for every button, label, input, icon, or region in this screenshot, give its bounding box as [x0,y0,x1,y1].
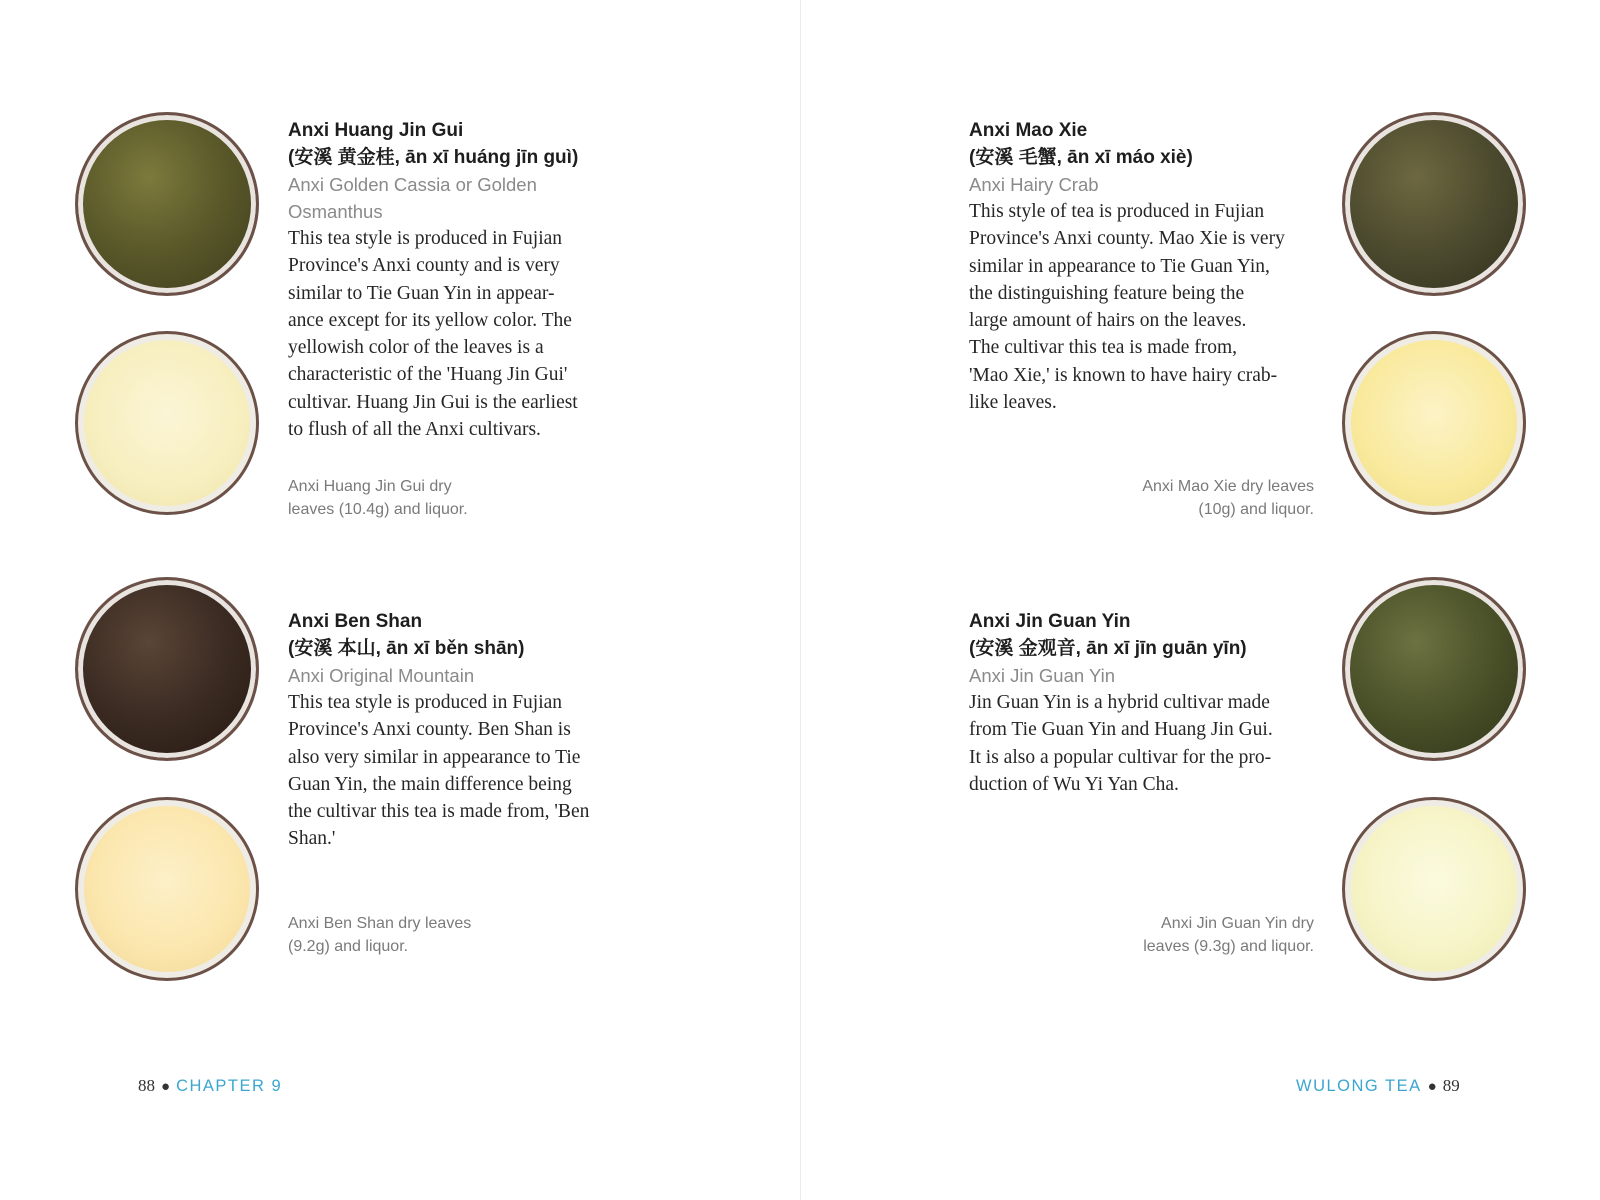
body-line: the distinguishing feature being the [969,282,1245,304]
body-line: The cultivar this tea is made from, [969,337,1238,359]
body-line: It is also a popular cultivar for the pro- [969,746,1272,768]
tea-title: Anxi Ben Shan [288,611,423,632]
tea-liquor-photo [75,797,259,981]
photo-caption [1034,475,1314,521]
tea-english-name: Anxi Golden Cassia or Golden [288,174,537,195]
tea-liquor-photo [75,331,259,515]
page-footer-left [138,1074,282,1099]
caption-line: Anxi Huang Jin Gui dry [288,478,452,495]
tea-chinese-name: (安溪 本山, ān xī běn shān) [288,638,525,659]
tea-english-name-cont: Osmanthus [288,201,383,222]
tea-title: Anxi Mao Xie [969,120,1088,141]
tea-english-name: Anxi Jin Guan Yin [969,665,1116,686]
body-line: Shan.' [288,828,336,850]
caption-line: (9.2g) and liquor. [288,938,409,955]
page-gutter [800,0,801,1200]
caption-line: leaves (10.4g) and liquor. [288,501,468,518]
tea-chinese-name: (安溪 金观音, ān xī jīn guān yīn) [969,638,1247,659]
caption-line: Anxi Jin Guan Yin dry [1161,915,1314,932]
page-number: 88 [138,1076,155,1095]
tea-chinese-name: (安溪 黄金桂, ān xī huáng jīn guì) [288,147,579,168]
body-line: duction of Wu Yi Yan Cha. [969,773,1179,795]
body-line: characteristic of the 'Huang Jin Gui' [288,364,568,386]
tea-description [969,198,1314,416]
body-line: Province's Anxi county and is very [288,255,560,277]
chapter-label: CHAPTER 9 [176,1077,283,1095]
caption-line: Anxi Ben Shan dry leaves [288,915,472,932]
tea-title: Anxi Jin Guan Yin [969,611,1131,632]
body-line: from Tie Guan Yin and Huang Jin Gui. [969,719,1273,741]
tea-description [288,689,628,853]
body-line: also very similar in appearance to Tie [288,746,581,768]
body-line: large amount of hairs on the leaves. [969,310,1247,332]
dry-leaves-photo [1342,577,1526,761]
bullet-separator: ● [161,1079,171,1095]
bullet-separator: ● [1427,1079,1437,1095]
dry-leaves-photo [1342,112,1526,296]
tea-liquor-photo [1342,331,1526,515]
photo-caption [288,475,568,521]
tea-liquor-photo [1342,797,1526,981]
tea-chinese-name: (安溪 毛蟹, ān xī máo xiè) [969,147,1193,168]
body-line: This style of tea is produced in Fujian [969,201,1265,222]
body-line: Guan Yin, the main difference being [288,773,572,795]
caption-line: leaves (9.3g) and liquor. [1143,938,1314,955]
tea-entry-ben-shan [288,608,628,853]
dry-leaves-photo [75,112,259,296]
tea-description [288,225,628,443]
tea-english-name: Anxi Hairy Crab [969,174,1099,195]
body-line: ance except for its yellow color. The [288,309,572,331]
chapter-label: WULONG TEA [1296,1077,1422,1095]
body-line: cultivar. Huang Jin Gui is the earliest [288,391,578,413]
body-line: like leaves. [969,392,1057,414]
tea-entry-huang-jin-gui [288,117,628,443]
dry-leaves-photo [75,577,259,761]
body-line: yellowish color of the leaves is a [288,337,544,359]
body-line: Province's Anxi county. Mao Xie is very [969,228,1285,250]
tea-description [969,689,1314,798]
body-line: This tea style is produced in Fujian [288,692,563,713]
body-line: 'Mao Xie,' is known to have hairy crab- [969,364,1278,386]
page-footer-right [1296,1074,1460,1099]
photo-caption [1034,912,1314,958]
body-line: to flush of all the Anxi cultivars. [288,419,541,441]
body-line: the cultivar this tea is made from, 'Ben [288,801,590,823]
body-line: This tea style is produced in Fujian [288,228,563,249]
photo-caption [288,912,568,958]
tea-entry-jin-guan-yin [969,608,1314,798]
tea-entry-mao-xie [969,117,1314,416]
body-line: similar to Tie Guan Yin in appear- [288,282,555,304]
tea-title: Anxi Huang Jin Gui [288,120,464,141]
caption-line: (10g) and liquor. [1198,501,1314,518]
body-line: Jin Guan Yin is a hybrid cultivar made [969,692,1270,713]
body-line: Province's Anxi county. Ben Shan is [288,719,571,741]
caption-line: Anxi Mao Xie dry leaves [1142,478,1314,495]
body-line: similar in appearance to Tie Guan Yin, [969,255,1270,277]
page-number: 89 [1442,1076,1460,1095]
tea-english-name: Anxi Original Mountain [288,665,475,686]
